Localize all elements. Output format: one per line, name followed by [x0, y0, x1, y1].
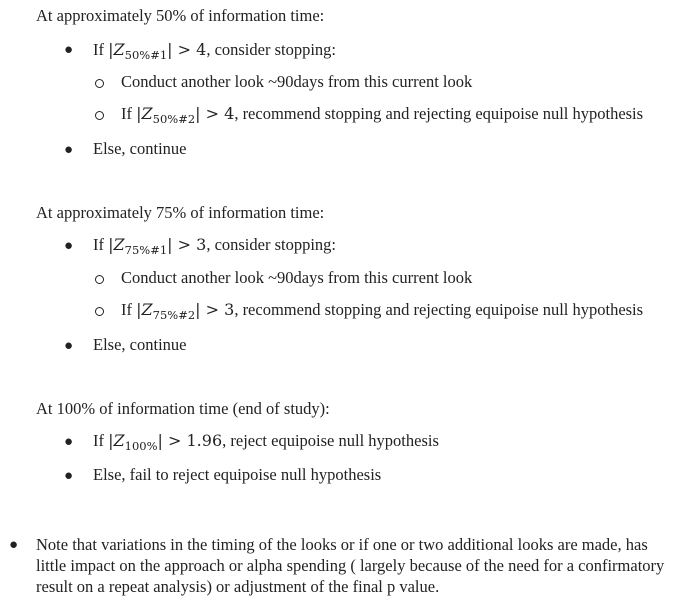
bullet-dot: ● [64, 142, 74, 158]
threshold: > 1.96 [162, 431, 223, 450]
rule-75-sub1: Conduct another look ~90days from this current look [121, 268, 473, 287]
bullet-dot: ● [64, 338, 74, 354]
abs-bar: | [136, 300, 142, 319]
if-label: If [121, 104, 137, 123]
rule-action: , consider stopping: [206, 235, 337, 254]
abs-bar: | [108, 431, 114, 450]
bullet-dot: ● [64, 468, 74, 484]
abs-bar: | [157, 431, 163, 450]
rule-action: , recommend stopping and rejecting equipoise null hypothesis [234, 300, 644, 319]
abs-bar: | [195, 300, 201, 319]
bullet-dot: ● [64, 238, 74, 254]
abs-bar: | [195, 104, 201, 123]
z-symbol: Z [141, 104, 153, 123]
section-75-heading: At approximately 75% of information time: [36, 203, 325, 222]
rule-action: , consider stopping: [206, 40, 337, 59]
sub-bullet-circle [95, 79, 104, 88]
section-100-heading: At 100% of information time (end of study): [36, 399, 330, 418]
if-label: If [93, 235, 109, 254]
z-subscript: 75%#2 [152, 308, 196, 322]
rule-75-look2 [121, 300, 643, 322]
abs-bar: | [108, 40, 114, 59]
threshold: > 4 [172, 40, 207, 59]
z-symbol: Z [113, 431, 125, 450]
threshold: > 3 [172, 235, 207, 254]
rule-action: , reject equipoise null hypothesis [222, 431, 439, 450]
z-symbol: Z [113, 235, 125, 254]
if-label: If [121, 300, 137, 319]
sub-bullet-circle [95, 275, 104, 284]
bullet-dot: ● [9, 537, 19, 553]
rule-75-else: Else, continue [93, 335, 187, 354]
abs-bar: | [167, 235, 173, 254]
threshold: > 4 [200, 104, 235, 123]
bullet-dot: ● [64, 42, 74, 58]
abs-bar: | [108, 235, 114, 254]
rule-75-look1 [93, 235, 336, 257]
z-subscript: 50%#1 [124, 48, 168, 62]
rule-100-final [93, 431, 439, 453]
if-label: If [93, 431, 109, 450]
bullet-dot: ● [64, 434, 74, 450]
z-subscript: 100% [124, 439, 158, 453]
z-subscript: 50%#2 [152, 112, 196, 126]
rule-100-else: Else, fail to reject equipoise null hypothesis [93, 465, 382, 484]
rule-action: , recommend stopping and rejecting equipoise null hypothesis [234, 104, 644, 123]
if-label: If [93, 40, 109, 59]
rule-50-look1 [93, 40, 336, 62]
z-symbol: Z [113, 40, 125, 59]
sub-bullet-circle [95, 307, 104, 316]
rule-50-sub1: Conduct another look ~90days from this current look [121, 72, 473, 91]
z-subscript: 75%#1 [124, 243, 168, 257]
note-paragraph: Note that variations in the timing of the looks or if one or two additional looks are made, has little impact on the approach or alpha spending ( largely because of the need for a confirmatory result on a repeat analysis) or adjustment of the final p value. [36, 535, 665, 596]
rule-50-look2 [121, 104, 643, 126]
abs-bar: | [136, 104, 142, 123]
z-symbol: Z [141, 300, 153, 319]
threshold: > 3 [200, 300, 235, 319]
section-50-heading: At approximately 50% of information time: [36, 6, 325, 25]
sub-bullet-circle [95, 111, 104, 120]
rule-50-else: Else, continue [93, 139, 187, 158]
abs-bar: | [167, 40, 173, 59]
